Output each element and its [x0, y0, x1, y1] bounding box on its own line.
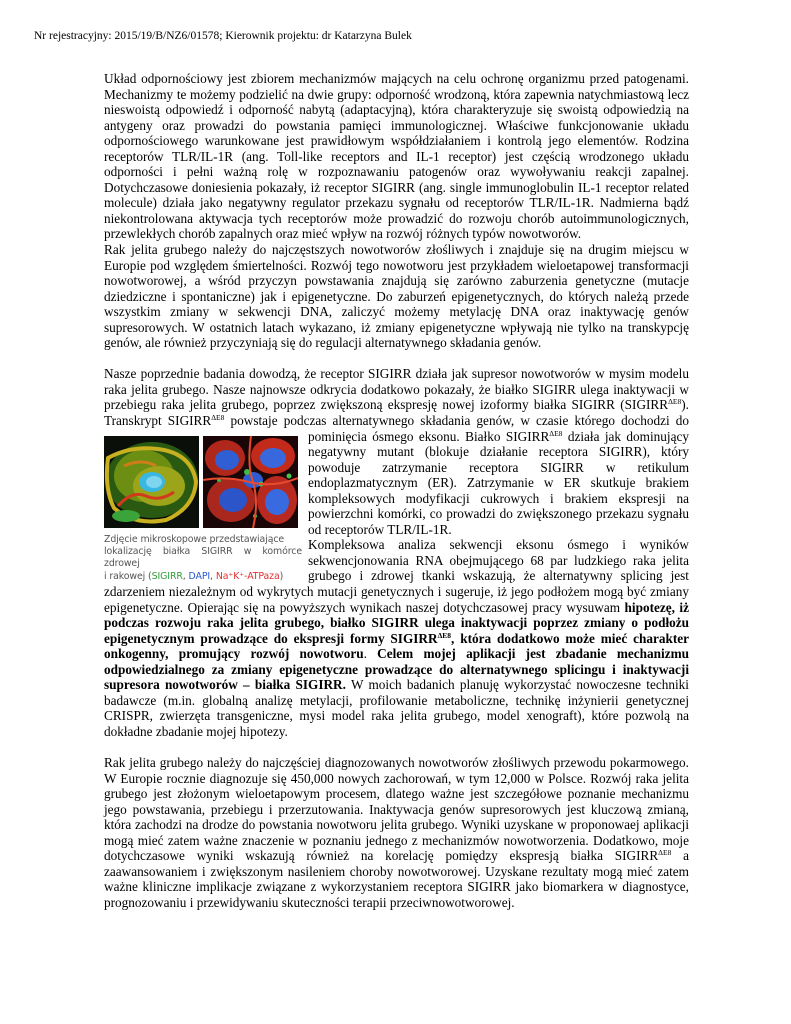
text-run: a zaawansowaniem i zwiększonym nasileniem choroby nowotworowej. Uzyskane rezultaty mogą mieć zatem ważne kliniczne implikacje związane z wykorzystaniem receptora SIGIRR jako biomarkera w diagnostyce, prognozowaniu i przewidywaniu skuteczności terapii przeciwnowotworowej. — [104, 848, 689, 910]
text-run: Rak jelita grubego należy do najczęściej diagnozowanych nowotworów złośliwych przewodu pokarmowego. W Europie rocznie diagnozuje się 450,000 nowych zachorowań, w tym 12,000 w Polsce. Rozwój raka jelita grubego jest złożonym wieloetapowym procesem, dlatego ważne jest szczegółowe poznanie mechanizmu jego powstawania, przebiegu i przerzutowania. Inaktywacja genów supresorowych jest kluczową zmianą, która zachodzi na drodze do powstania nowotworu jelita grubego. Wyniki uzyskane w proponowaej aplikacji mogą mieć zatem ważne znaczenie w poznaniu jednego z mechanizmów nowotworzenia. Dodatkowo, moje dotychczasowe wyniki wskazują również na korelację pomiędzy ekspresją białka SIGIRR — [104, 754, 689, 864]
paragraph-immune-system: Układ odpornościowy jest zbiorem mechanizmów mających na celu ochronę organizmu przed patogenami. Mechanizmy te możemy podzielić na dwie grupy: odporność wrodzoną, która zapewnia natychmiastową lecz nieswoistą odpowiedź i odporność nabytą (adaptacyjną), która charakteryzuje się swoistą odpowiedzią na antygeny oraz prowadzi do powstania pamięci immunologicznej. Właściwe funkcjonowanie układu odpornościowego warunkowane jest prawidłowym współdziałaniem i kontrolą jego elementów. Rodzina receptorów TLR/IL-1R (ang. Toll-like receptors and IL-1 receptor) jest częścią wrodzonego układu odporności i pełni ważną rolę w rozpoznawaniu patogenów oraz wywoływaniu reakcji zapalnej. Dotychczasowe doniesienia pokazały, iż receptor SIGIRR (ang. single immunoglobulin IL-1 receptor related molecule) działa jako negatywny regulator przekazu sygnału od receptorów TLR/IL-1R. Nadmierna bądź niekontrolowana aktywacja tych receptorów może prowadzić do rozwoju chorób autoimmunologicznych, przewlekłych chorób zapalnych oraz mieć wpływ na rozwój różnych typów nowotworów. — [104, 71, 689, 242]
text-run: działa jak dominujący negatywny mutant (blokuje działanie receptora SIGIRR), który powoduje zatrzymanie receptora SIGIRR w retikulum endoplazmatycznym (ER). Zatrzymanie w ER skutkuje brakiem kompleksowych modyfikacji cukrowych i brakiem ekspresji na powierzchni komórki, co prowadzi do zwiększonego przekazu sygnału od receptorów TLR/IL-1R. — [308, 428, 689, 537]
text-run: Nasze poprzednie badania dowodzą, że receptor SIGIRR działa jak supresor nowotworów w mysim modelu raka jelita grubego. Nasze najnowsze odkrycia dodatkowo pokazały, że białko SIGIRR ulega inaktywacji w przebiegu raka jelita grubego, poprzez zwiększoną ekspresję nowej izoformy białka SIGIRR (SIGIRR — [104, 366, 689, 413]
superscript-delta-e8: ΔE8 — [658, 848, 672, 858]
caption-line — [104, 571, 302, 583]
caption-text: i rakowej ( — [104, 570, 152, 582]
text-run: , która dodatkowo może mieć charakter onkogenny, promujący rozwój nowotworu — [104, 630, 689, 662]
paragraph-significance — [104, 755, 689, 910]
legend-atpase: Na⁺K⁺-ATPaza — [215, 570, 280, 582]
superscript-delta-e8: ΔE8 — [549, 428, 563, 438]
microscopy-figure — [104, 436, 302, 584]
text-run: W moich badanich planuję wykorzystać nowoczesne techniki badawcze (m.in. globalną analizę metylacji, profilowanie metaboliczne, technikę inżynierii genetycznej CRISPR, zwierzęta transgeniczne, mysi model raka jelita grubego, model xenograft), które pozwolą na dokładne zbadanie mojej hipotezy. — [104, 677, 689, 739]
text-run: Kompleksowa analiza sekwencji eksonu ósmego i wyników sekwencjonowania RNA obejmującego 68 par ludzkiego raka jelita grubego i zdrowej tkanki wskazują, że alternatywny splicing jest zdarzeniem niezależnym od wykrytych mutacji genetycznych i sugeruje, iż jego podłożem mogą być zmiany epigenetyczne. Opierając się na powyższych wynikach naszej dotychczasowej pracy wysuwam — [104, 537, 689, 615]
healthy-cell-micrograph — [104, 436, 199, 528]
document-body — [104, 71, 689, 910]
microscopy-images — [104, 436, 302, 528]
paragraph-spacer — [104, 739, 689, 755]
superscript-delta-e8: ΔE8 — [437, 630, 452, 640]
aim-text: Celem mojej aplikacji jest zbadanie mechanizmu odpowiedzialnego za zmiany epigenetyczne prowadzące do alternatywnego splicingu i inaktywacji supresora nowotworów – białka SIGIRR. — [104, 646, 689, 693]
figure-caption — [104, 534, 302, 584]
text-run: hipotezę, iż podczas rozwoju raka jelita grubego, białko SIGIRR ulega inaktywacji poprzez zmiany o podłożu epigenetycznym prowadzące do ekspresji formy SIGIRR — [104, 599, 689, 646]
caption-line: Zdjęcie mikroskopowe przedstawiające — [104, 533, 285, 545]
superscript-delta-e8: ΔE8 — [668, 397, 682, 407]
text-run: powstaje podczas alternatywnego składania genów, w czasie którego dochodzi do pominięcia ósmego eksonu. Białko SIGIRR — [224, 412, 689, 444]
legend-sigirr: SIGIRR — [151, 570, 183, 582]
document-header: Nr rejestracyjny: 2015/19/B/NZ6/01578; Kierownik projektu: dr Katarzyna Bulek — [34, 30, 412, 42]
text-run: . — [363, 646, 378, 662]
cancer-cell-micrograph — [203, 436, 298, 528]
text-run: ). Transkrypt SIGIRR — [104, 397, 689, 428]
paragraph-spacer — [104, 351, 689, 367]
superscript-delta-e8: ΔE8 — [211, 412, 225, 422]
caption-text: , — [182, 570, 189, 582]
caption-text: ) — [279, 570, 284, 582]
legend-dapi: DAPI — [188, 570, 211, 582]
paragraph-colorectal-cancer: Rak jelita grubego należy do najczęstszych nowotworów złośliwych i znajduje się na drugim miejscu w Europie pod względem śmiertelności. Rozwój tego nowotworu jest przykładem wieloetapowej transformacji nowotworowej, a wśród przyczyn powstawania znajdują się zarówno zaburzenia genetyczne (mutacje dziedziczne i spontaniczne) jak i epigenetyczne. Do zaburzeń epigenetycznych, do których należą przede wszystkim zmiany w sekwencji DNA, zaliczyć możemy metylację DNA oraz inaktywację genów supresorowych. W ostatnich latach wykazano, iż zmiany epigenetyczne wpływają nie tylko na transkypcję genów, ale również przyczyniają się do regulacji alternatywnego składania genów. — [104, 242, 689, 351]
caption-line: lokalizację białka SIGIRR w komórce zdrowej — [104, 545, 302, 570]
caption-text: , — [210, 570, 216, 582]
